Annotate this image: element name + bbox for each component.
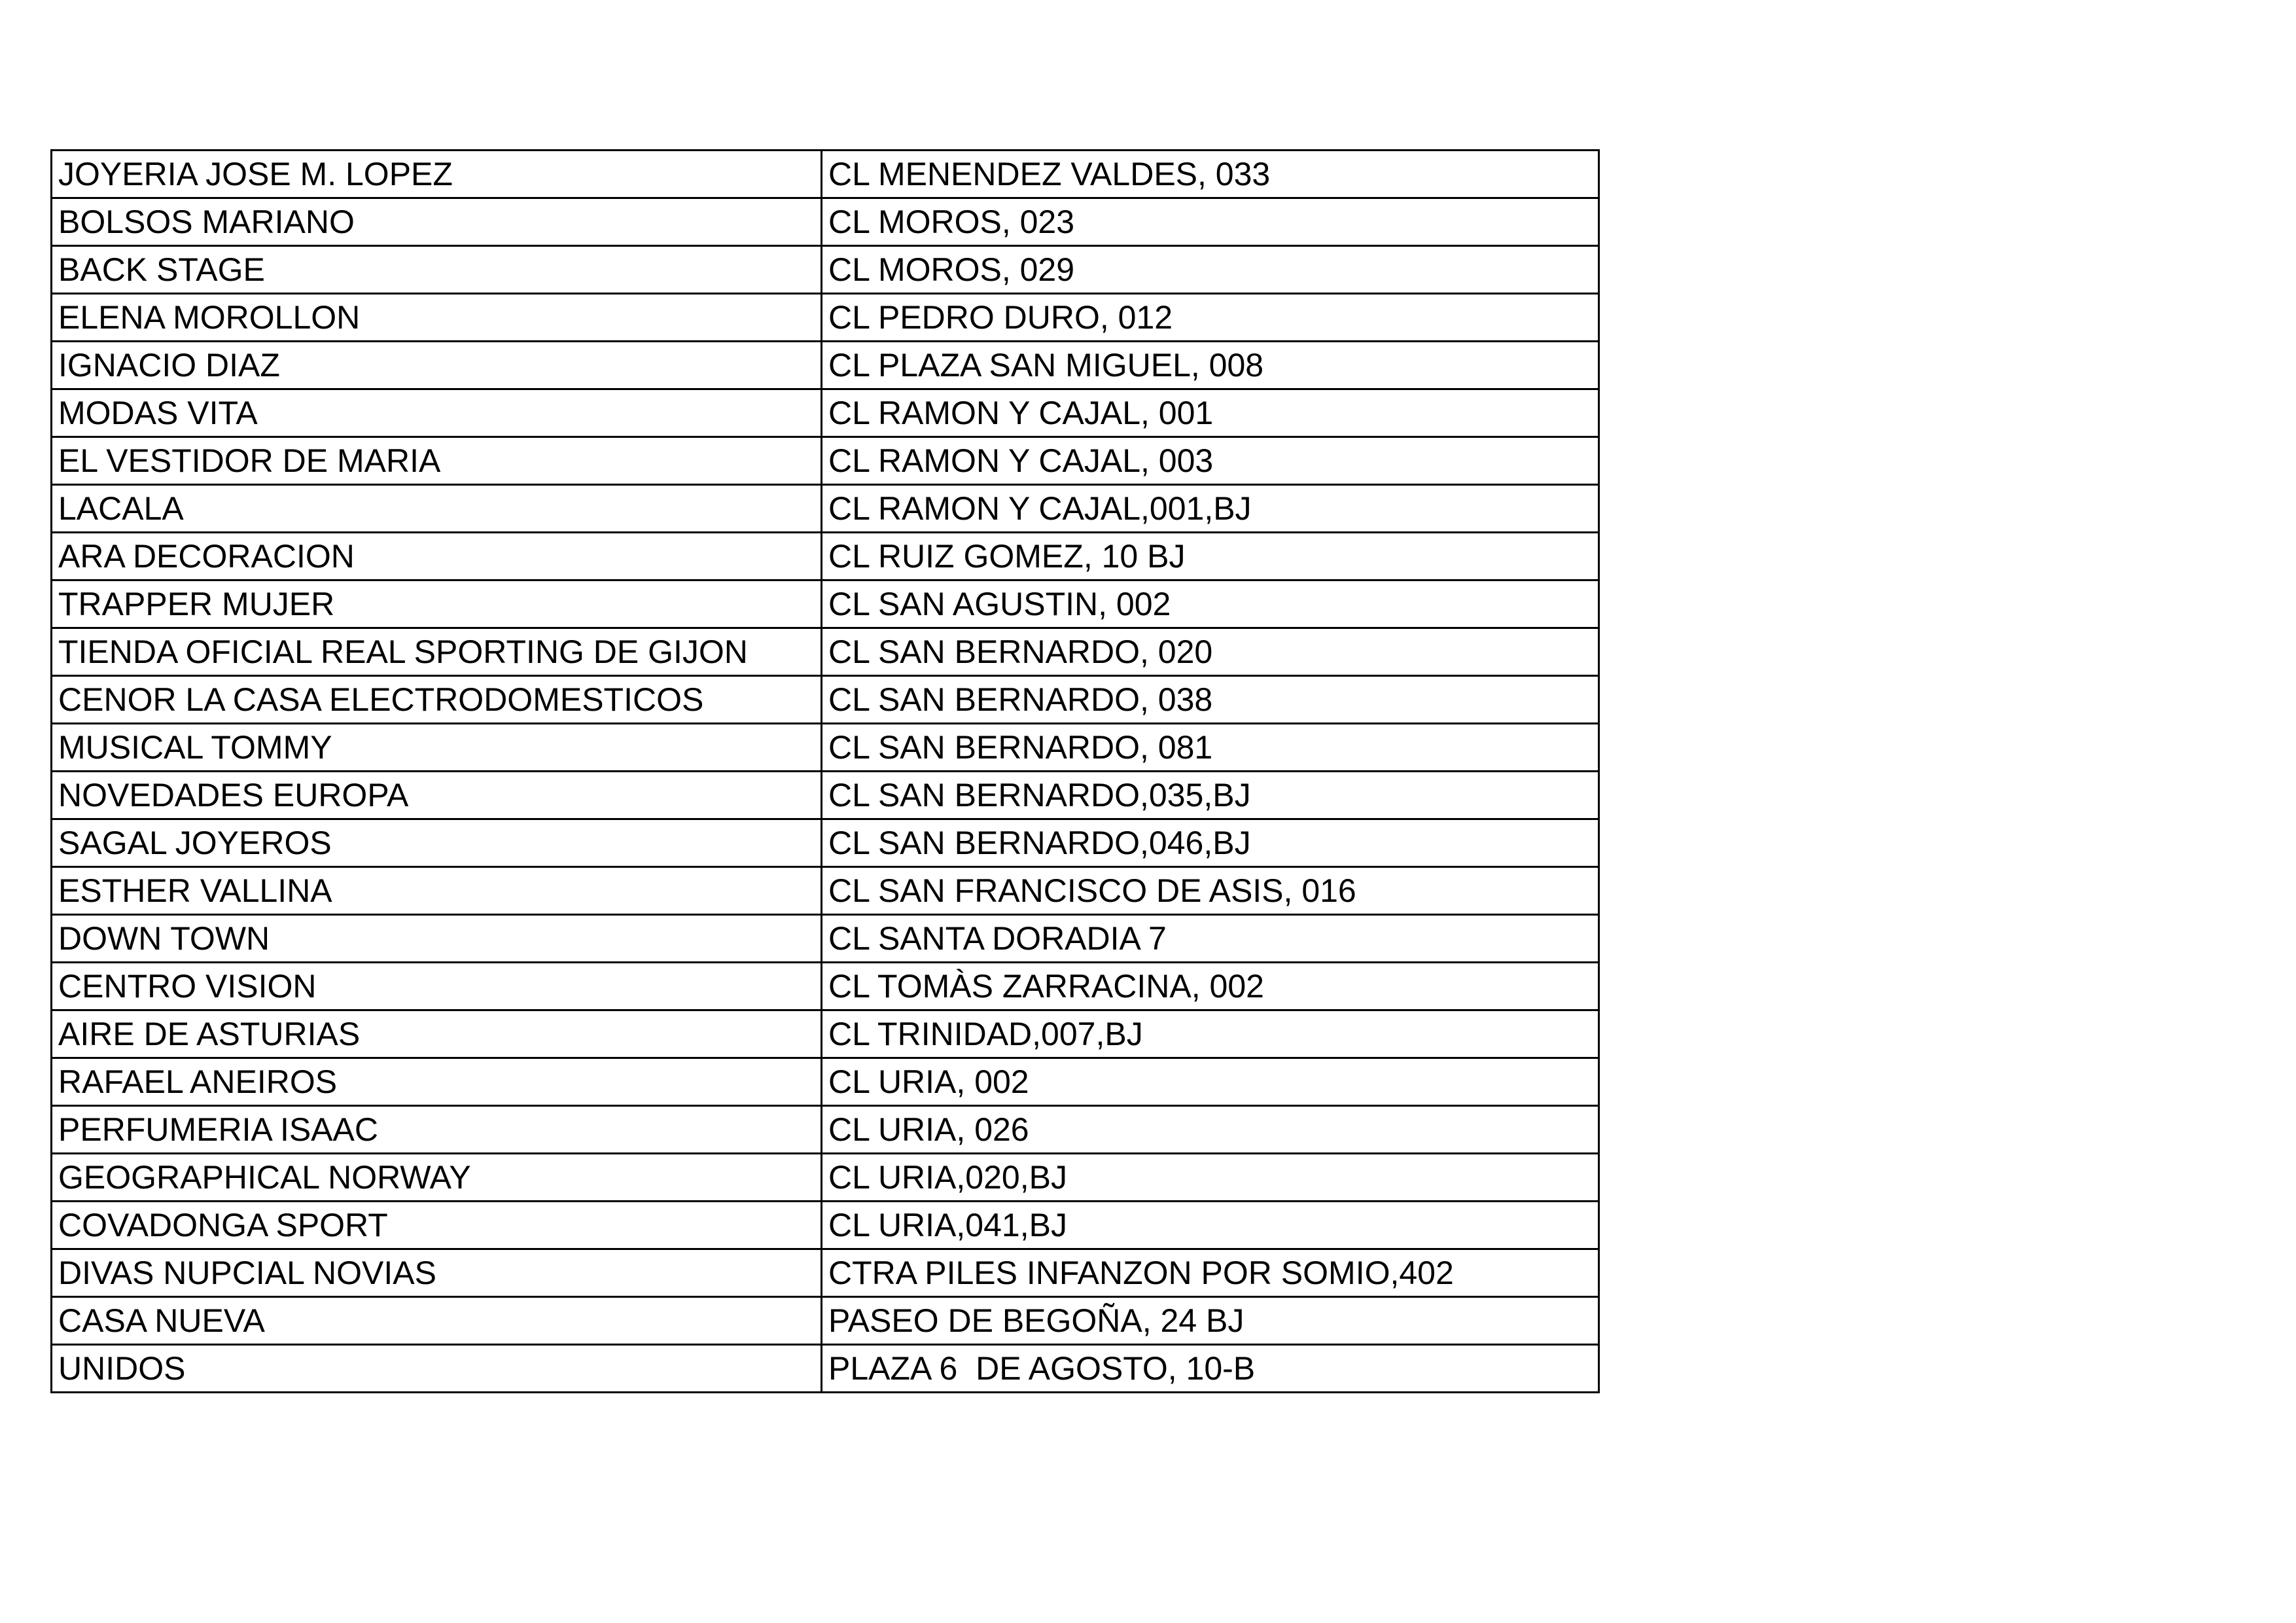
shop-name-cell: TIENDA OFICIAL REAL SPORTING DE GIJON — [52, 628, 822, 676]
table-row — [52, 437, 1599, 485]
shop-address-cell: CL URIA,020,BJ — [822, 1154, 1599, 1202]
table-row — [52, 1106, 1599, 1154]
table-row — [52, 915, 1599, 963]
shop-name-cell: BACK STAGE — [52, 246, 822, 294]
table-row — [52, 628, 1599, 676]
table-row — [52, 772, 1599, 819]
table-row — [52, 533, 1599, 580]
table-row — [52, 1345, 1599, 1393]
table-row — [52, 294, 1599, 342]
shop-address-cell: CL MOROS, 029 — [822, 246, 1599, 294]
table-row — [52, 151, 1599, 198]
shop-name-cell: NOVEDADES EUROPA — [52, 772, 822, 819]
shop-address-cell: CL SAN AGUSTIN, 002 — [822, 580, 1599, 628]
table-row — [52, 1010, 1599, 1058]
shop-name-cell: RAFAEL ANEIROS — [52, 1058, 822, 1106]
table-row — [52, 867, 1599, 915]
shop-address-cell: CL SAN BERNARDO,035,BJ — [822, 772, 1599, 819]
shop-name-cell: TRAPPER MUJER — [52, 580, 822, 628]
shop-name-cell: COVADONGA SPORT — [52, 1202, 822, 1249]
table-row — [52, 1249, 1599, 1297]
shop-name-cell: PERFUMERIA ISAAC — [52, 1106, 822, 1154]
shop-name-cell: ARA DECORACION — [52, 533, 822, 580]
shop-address-cell: CL SAN BERNARDO, 081 — [822, 724, 1599, 772]
shop-name-cell: EL VESTIDOR DE MARIA — [52, 437, 822, 485]
shop-address-cell: CL RUIZ GOMEZ, 10 BJ — [822, 533, 1599, 580]
table-row — [52, 724, 1599, 772]
table-row — [52, 198, 1599, 246]
shop-address-cell: PASEO DE BEGOÑA, 24 BJ — [822, 1297, 1599, 1345]
shop-name-cell: JOYERIA JOSE M. LOPEZ — [52, 151, 822, 198]
table-row — [52, 389, 1599, 437]
shop-address-cell: CL URIA, 026 — [822, 1106, 1599, 1154]
table-row — [52, 246, 1599, 294]
shops-table — [50, 149, 1600, 1393]
shop-address-cell: CL RAMON Y CAJAL, 001 — [822, 389, 1599, 437]
shop-address-cell: CL TOMÀS ZARRACINA, 002 — [822, 963, 1599, 1010]
shop-name-cell: BOLSOS MARIANO — [52, 198, 822, 246]
shop-name-cell: MODAS VITA — [52, 389, 822, 437]
table-row — [52, 819, 1599, 867]
shop-address-cell: CL RAMON Y CAJAL, 003 — [822, 437, 1599, 485]
shop-address-cell: CTRA PILES INFANZON POR SOMIO,402 — [822, 1249, 1599, 1297]
table-row — [52, 1058, 1599, 1106]
table-row — [52, 1202, 1599, 1249]
shop-name-cell: MUSICAL TOMMY — [52, 724, 822, 772]
shop-address-cell: CL RAMON Y CAJAL,001,BJ — [822, 485, 1599, 533]
table-row — [52, 342, 1599, 389]
shop-address-cell: CL SAN FRANCISCO DE ASIS, 016 — [822, 867, 1599, 915]
shop-name-cell: CENOR LA CASA ELECTRODOMESTICOS — [52, 676, 822, 724]
table-row — [52, 676, 1599, 724]
shop-address-cell: CL SANTA DORADIA 7 — [822, 915, 1599, 963]
shop-name-cell: AIRE DE ASTURIAS — [52, 1010, 822, 1058]
shop-name-cell: ESTHER VALLINA — [52, 867, 822, 915]
table-row — [52, 963, 1599, 1010]
shop-address-cell: CL PEDRO DURO, 012 — [822, 294, 1599, 342]
shop-address-cell: CL SAN BERNARDO, 038 — [822, 676, 1599, 724]
shop-name-cell: LACALA — [52, 485, 822, 533]
shop-address-cell: CL SAN BERNARDO, 020 — [822, 628, 1599, 676]
shop-name-cell: IGNACIO DIAZ — [52, 342, 822, 389]
shop-address-cell: PLAZA 6 DE AGOSTO, 10-B — [822, 1345, 1599, 1393]
shop-name-cell: CASA NUEVA — [52, 1297, 822, 1345]
shop-name-cell: DIVAS NUPCIAL NOVIAS — [52, 1249, 822, 1297]
shop-address-cell: CL URIA, 002 — [822, 1058, 1599, 1106]
shop-address-cell: CL SAN BERNARDO,046,BJ — [822, 819, 1599, 867]
shop-address-cell: CL MOROS, 023 — [822, 198, 1599, 246]
shop-address-cell: CL URIA,041,BJ — [822, 1202, 1599, 1249]
table-row — [52, 1154, 1599, 1202]
table-row — [52, 1297, 1599, 1345]
shop-name-cell: UNIDOS — [52, 1345, 822, 1393]
shop-name-cell: ELENA MOROLLON — [52, 294, 822, 342]
shop-address-cell: CL PLAZA SAN MIGUEL, 008 — [822, 342, 1599, 389]
shop-address-cell: CL TRINIDAD,007,BJ — [822, 1010, 1599, 1058]
table-row — [52, 580, 1599, 628]
table-row — [52, 485, 1599, 533]
shop-name-cell: CENTRO VISION — [52, 963, 822, 1010]
table-body — [52, 151, 1599, 1393]
shop-name-cell: SAGAL JOYEROS — [52, 819, 822, 867]
shop-name-cell: DOWN TOWN — [52, 915, 822, 963]
shop-name-cell: GEOGRAPHICAL NORWAY — [52, 1154, 822, 1202]
shop-address-cell: CL MENENDEZ VALDES, 033 — [822, 151, 1599, 198]
